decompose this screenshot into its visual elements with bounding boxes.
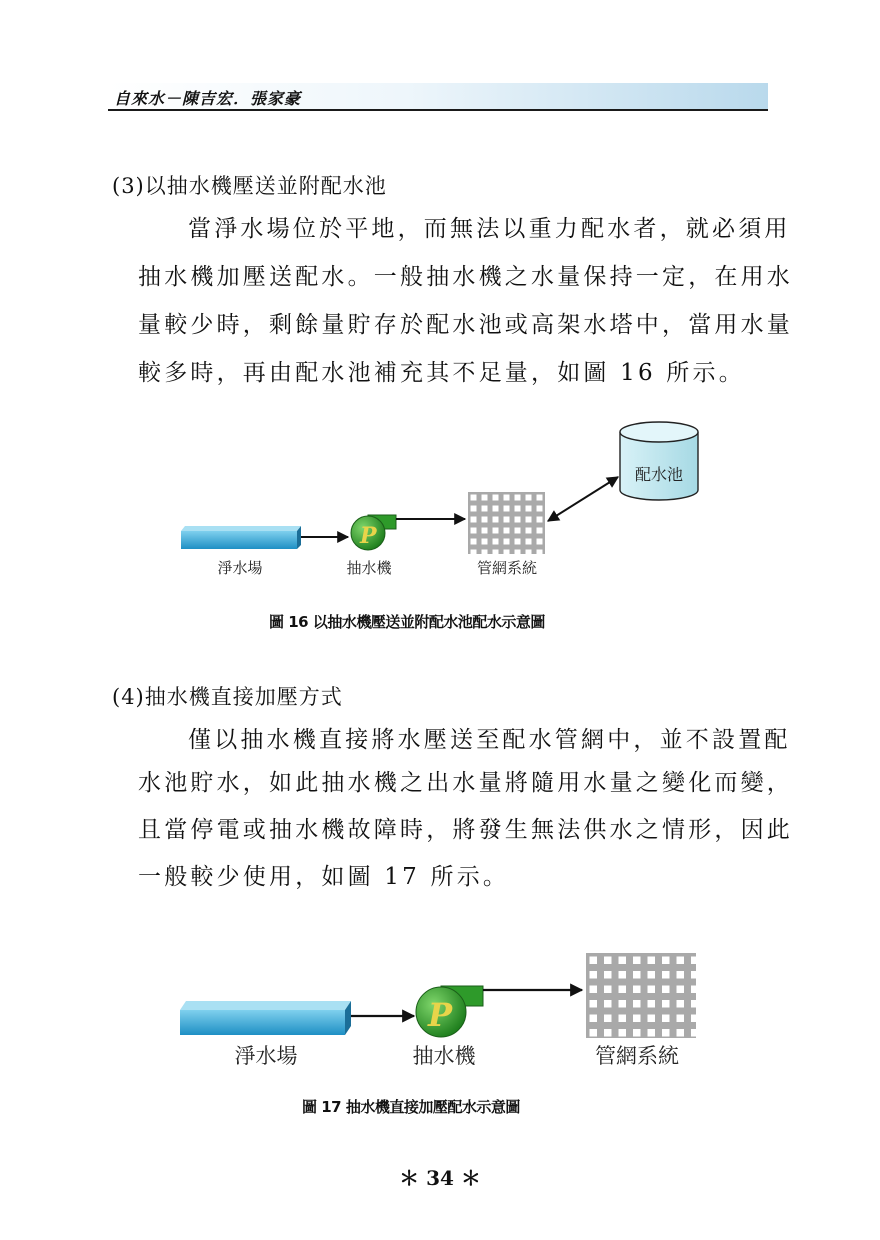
figure-17-network-grid	[586, 953, 696, 1038]
section-4-line-3: 且當停電或抽水機故障時，將發生無法供水之情形，因此	[138, 817, 793, 843]
figure-17-plant-label: 淨水場	[234, 1045, 298, 1068]
section-3-line-1: 當淨水場位於平地，而無法以重力配水者，就必須用	[188, 216, 791, 242]
figure-17-network-label: 管網系統	[595, 1045, 679, 1068]
running-title: 自來水－陳吉宏．張家豪	[114, 89, 302, 108]
section-3-line-3: 量較少時，剩餘量貯存於配水池或高架水塔中，當用水量	[138, 312, 793, 338]
figure-16-plant-label: 淨水場	[217, 560, 263, 577]
figure-17-plant-pipe	[180, 1001, 351, 1035]
figure-17-pump-letter: P	[428, 996, 453, 1034]
section-3-line-4: 較多時，再由配水池補充其不足量，如圖 16 所示。	[138, 360, 745, 386]
figure-17-pump-label: 抽水機	[412, 1045, 476, 1068]
section-3-line-2: 抽水機加壓送配水。一般抽水機之水量保持一定，在用水	[138, 264, 793, 290]
section-4-heading: (4)抽水機直接加壓方式	[112, 685, 343, 709]
figure-16-pump-letter: P	[360, 523, 377, 549]
page-number: ＊ 34 ＊	[399, 1166, 481, 1190]
figure-16-pump-label: 抽水機	[346, 560, 392, 577]
figure-17-caption: 圖 17 抽水機直接加壓配水示意圖	[302, 1098, 520, 1116]
figure-16-reservoir-label: 配水池	[634, 467, 684, 484]
section-3-heading: (3)以抽水機壓送並附配水池	[112, 174, 387, 198]
section-4-line-4: 一般較少使用，如圖 17 所示。	[138, 864, 510, 890]
figure-16-network-label: 管網系統	[476, 560, 538, 577]
section-4-line-1: 僅以抽水機直接將水壓送至配水管網中，並不設置配	[188, 727, 791, 753]
figure-16-caption: 圖 16 以抽水機壓送並附配水池配水示意圖	[269, 613, 545, 631]
section-4-line-2: 水池貯水，如此抽水機之出水量將隨用水量之變化而變，	[138, 770, 793, 796]
